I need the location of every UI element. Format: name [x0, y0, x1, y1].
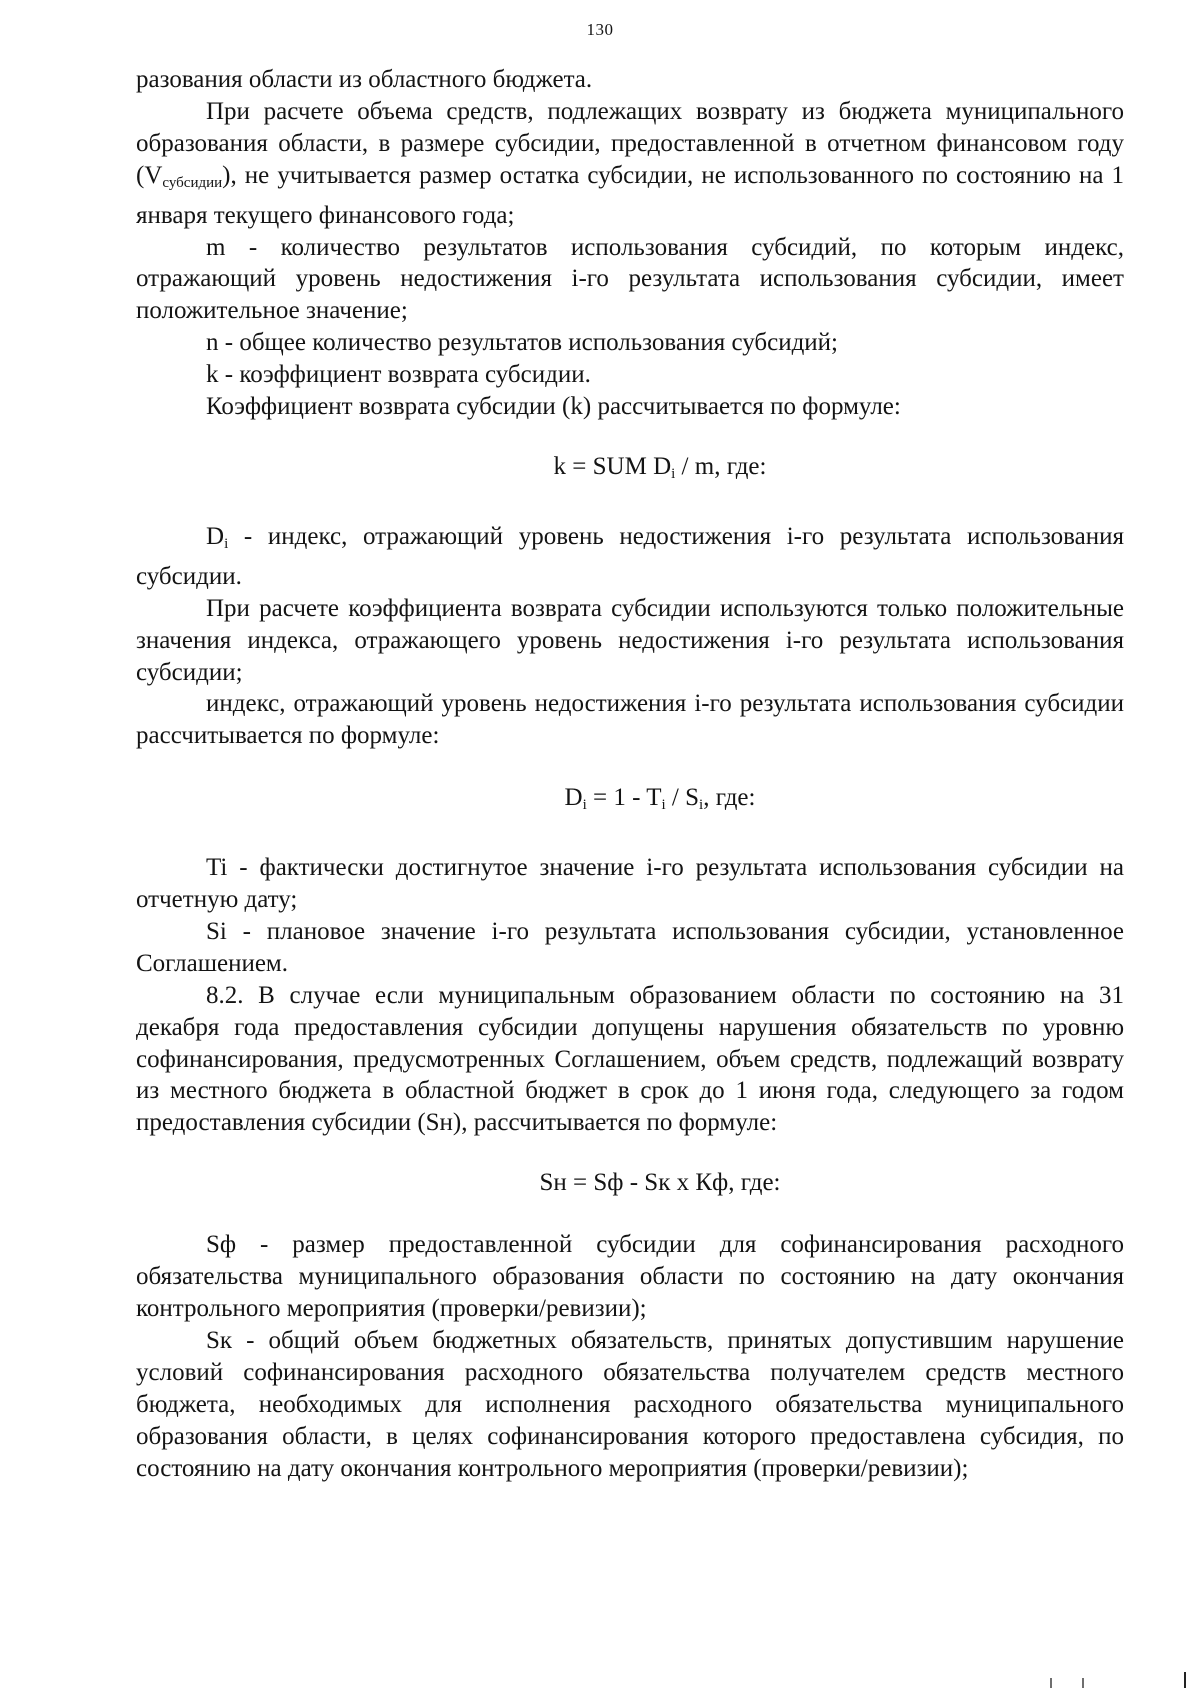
paragraph: Si - плановое значение i-го результата использования субсидии, установленное Соглашением. — [136, 917, 1124, 977]
paragraph-text: - индекс, отражающий уровень недостижения i-го результата использования субсидии. — [136, 522, 1124, 590]
paragraph: индекс, отражающий уровень недостижения i-го результата использования субсидии рассчитывается по формуле: — [136, 690, 1124, 750]
document-body — [136, 64, 1124, 1484]
subscript: i — [671, 465, 676, 482]
scan-artifact — [1050, 1678, 1084, 1688]
formula-text: k = SUM D — [553, 452, 672, 480]
formula-text: , где: — [703, 784, 756, 812]
formula-text: / m, где: — [675, 452, 767, 480]
paragraph-text: ), не учитывается размер остатка субсидии, не использованного по состоянию на 1 января текущего финансового года; — [136, 161, 1124, 229]
paragraph: n - общее количество результатов использования субсидий; — [206, 329, 839, 357]
paragraph-text: При расчете объема средств, подлежащих возврату из бюджета муниципального образования области, в размере субсидии, предоставленной в отчетном финансовом году (V — [136, 97, 1124, 189]
paragraph: k - коэффициент возврата субсидии. — [206, 361, 591, 389]
paragraph — [136, 521, 1124, 593]
page-number: 130 — [586, 20, 614, 39]
paragraph: Sф - размер предоставленной субсидии для софинансирования расходного обязательства муниципального образования области по состоянию на дату окончания контрольного мероприятия (проверки/ревизии); — [136, 1231, 1124, 1322]
formula-k — [136, 451, 1124, 491]
paragraph: Ti - фактически достигнутое значение i-го результата использования субсидии на отчетную дату; — [136, 854, 1124, 914]
formula-sn: Sн = Sф - Sк х Кф, где: — [539, 1169, 781, 1197]
subscript: субсидии — [162, 174, 223, 191]
paragraph: 8.2. В случае если муниципальным образованием области по состоянию на 31 декабря года предоставления субсидии допущены нарушения обязательств по уровню софинансирования, предусмотренных Соглашением, объем средств, подлежащий возврату из местного бюджета в областной бюджет в срок до 1 июня года, следующего за годом предоставления субсидии (Sн), рассчитывается по формуле: — [136, 981, 1124, 1137]
scan-artifact — [1184, 1672, 1186, 1688]
subscript: i — [582, 797, 587, 814]
paragraph-text: D — [206, 522, 225, 550]
subscript: i — [661, 797, 666, 814]
subscript: i — [224, 535, 229, 552]
paragraph: Коэффициент возврата субсидии (k) рассчитывается по формуле: — [206, 393, 901, 421]
formula-di — [136, 782, 1124, 822]
paragraph: Sк - общий объем бюджетных обязательств, принятых допустившим нарушение условий софинансирования расходного обязательства получателем средств местного бюджета, необходимых для исполнения расходного обязательства муниципального образования области, в целях софинансирования которого предоставлена субсидия, по состоянию на дату окончания контрольного мероприятия (проверки/ревизии); — [136, 1326, 1124, 1482]
paragraph: При расчете коэффициента возврата субсидии используются только положительные значения индекса, отражающего уровень недостижения i-го результата использования субсидии; — [136, 594, 1124, 686]
paragraph: m - количество результатов использования субсидий, по которым индекс, отражающий уровень недостижения i-го результата использования субсидии, имеет положительное значение; — [136, 233, 1124, 325]
formula-text: D — [564, 784, 583, 812]
paragraph — [136, 96, 1124, 232]
formula-text: / S — [665, 784, 700, 812]
formula-text: = 1 - T — [586, 784, 662, 812]
paragraph: разования области из областного бюджета. — [136, 66, 593, 93]
subscript: i — [699, 797, 704, 814]
